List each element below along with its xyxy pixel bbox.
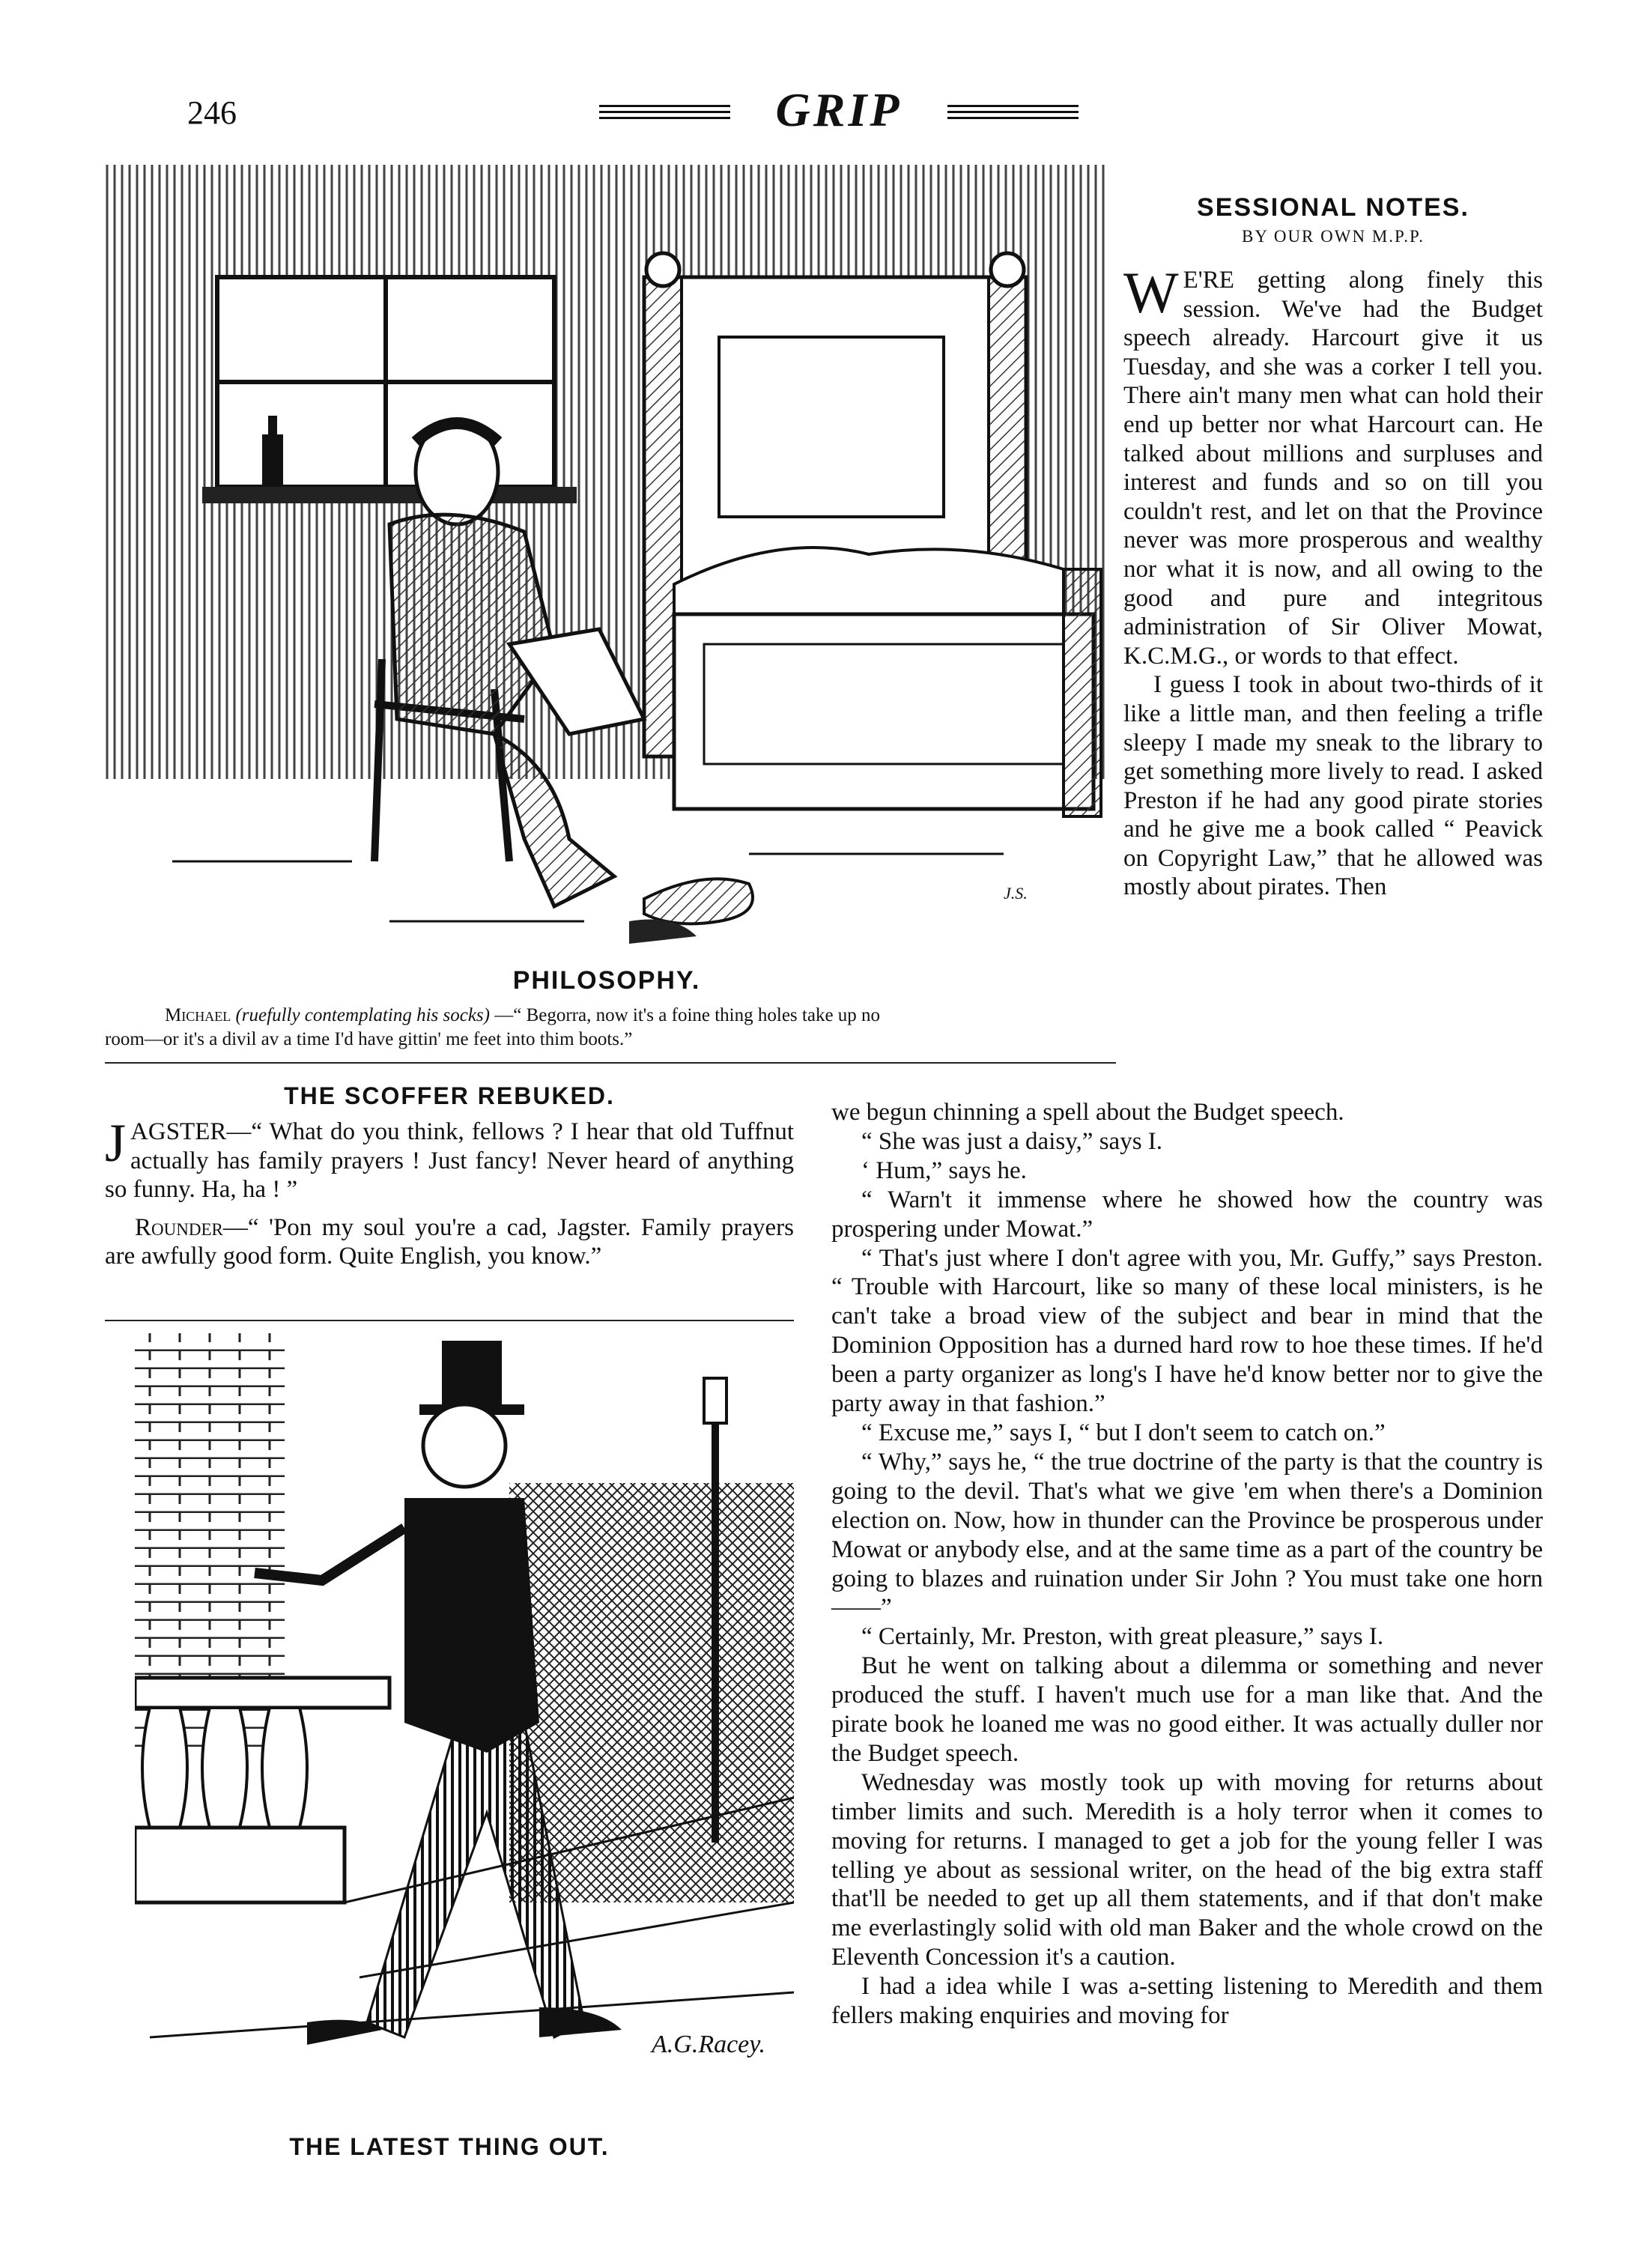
philosophy-illustration	[105, 165, 1108, 944]
sessional-lower-p10: Wednesday was mostly took up with moving for returns about timber limits and such. Meredith is a holy terror when it comes to moving for returns. I managed to get a job for the young feller I was telling ye about as sessional writer, on the head of the big extra staff that'll be needed to get up all them statements, and if that don't make me everlastingly solid with old man Baker and the whole crowd on the Eleventh Concession it's a caution.	[831, 1768, 1543, 1971]
latest-signature: A.G.Racey.	[652, 2031, 765, 2058]
sessional-lower-p9: But he went on talking about a dilemma or something and never produced the stuff. I haven't much use for a man like that. And the pirate book he loaned me was no good either. It was actually duller nor the Budget speech.	[831, 1652, 1543, 1767]
scoffer-rule	[105, 1320, 794, 1321]
dandy-street-drawing	[135, 1333, 794, 2105]
latest-title: THE LATEST THING OUT.	[289, 2133, 610, 2160]
sessional-lower-p3: ‘ Hum,” says he.	[861, 1156, 1027, 1184]
philosophy-direction: (ruefully contemplating his socks)	[235, 1005, 490, 1025]
bedroom-scene-drawing	[105, 165, 1108, 944]
page-number: 246	[187, 94, 237, 131]
scoffer-text	[105, 1113, 794, 1271]
sessional-lower-p4: “ Warn't it immense where he showed how the country was prospering under Mowat.”	[831, 1186, 1543, 1243]
masthead-title: GRIP	[775, 83, 903, 136]
philosophy-caption	[105, 1004, 1108, 1052]
philosophy-speaker: Michael	[165, 1005, 231, 1025]
sessional-title: SESSIONAL NOTES.	[1197, 193, 1469, 222]
sessional-lower-column	[831, 1098, 1543, 2031]
scoffer-paragraph-2: Rounder—“ 'Pon my soul you're a cad, Jagster. Family prayers are awfully good form. Quite English, you know.”	[105, 1213, 794, 1270]
sessional-right-column	[1123, 260, 1543, 902]
sessional-paragraph-1: W E'RE getting along finely this session. We've had the Budget speech already. Harcourt give it us Tuesday, and she was a corker I tell you. There ain't many men what can hold their end up better nor what Harcourt can. He talked about millions and surpluses and interest and funds and so on till you couldn't rest, and let on that the Province never was more prosperous and wealthy nor what it is now, and all owing to the good and pure and integritous administration of Sir Oliver Mowat, K.C.M.G., or words to that effect.	[1123, 260, 1543, 670]
scoffer-title: THE SCOFFER REBUKED.	[284, 1082, 615, 1109]
sessional-lower-p1: we begun chinning a spell about the Budget speech.	[831, 1099, 1344, 1126]
sessional-paragraph-2: I guess I took in about two-thirds of it like a little man, and then feeling a trifle sleepy I made my sneak to the library to get something more lively to read. I asked Preston if he had any good pirate stories and he give me a book called “ Peavick on Copyright Law,” that he allowed was mostly about pirates. Then	[1123, 671, 1543, 901]
sessional-lower-p7: “ Why,” says he, “ the true doctrine of the party is that the country is going to the devil. That's what we give 'em when there's a Dominion election on. Now, how in thunder can the Province be prosperous under Mowat or anybody else, and at the same time as a part of the country be going to blazes and ruination under Sir John ? You must take one horn——”	[831, 1448, 1543, 1622]
philosophy-title: PHILOSOPHY.	[512, 966, 701, 995]
philosophy-quote-1: —“ Begorra, now it's a foine thing holes take up no	[494, 1005, 881, 1025]
philosophy-quote-2: room—or it's a divil av a time I'd have gittin' me feet into thim boots.”	[105, 1029, 633, 1049]
sessional-byline: BY OUR OWN M.P.P.	[1241, 227, 1425, 246]
sessional-lower-p8: “ Certainly, Mr. Preston, with great pleasure,” says I.	[861, 1623, 1384, 1651]
philosophy-rule	[105, 1062, 1116, 1064]
sessional-lower-p6: “ Excuse me,” says I, “ but I don't seem to catch on.”	[861, 1419, 1386, 1446]
scoffer-paragraph-1: JAGSTER—“ What do you think, fellows ? I hear that old Tuffnut actually has family prayers ! Just fancy! Never heard of anything so funny. Ha, ha ! ”	[105, 1113, 794, 1204]
sessional-lower-p5: “ That's just where I don't agree with you, Mr. Guffy,” says Preston. “ Trouble with Harcourt, like so many of these local ministers, is he can't take a broad view of the subject and bear in mind that the Dominion Opposition has a durned hard row to hoe these times. If he'd been a party organizer as long's I have he'd know better nor to give the party away in that fashion.”	[831, 1244, 1543, 1418]
philosophy-artist-mark: J.S.	[1004, 884, 1028, 903]
sessional-dropcap: W	[1123, 260, 1179, 325]
sessional-lower-p2: “ She was just a daisy,” says I.	[861, 1127, 1163, 1155]
masthead	[599, 75, 1079, 135]
masthead-rule-right	[947, 105, 1079, 123]
sessional-lower-p11: I had a idea while I was a-setting listening to Meredith and them fellers making enquiries and moving for	[831, 1973, 1543, 2030]
latest-illustration	[135, 1333, 794, 2105]
